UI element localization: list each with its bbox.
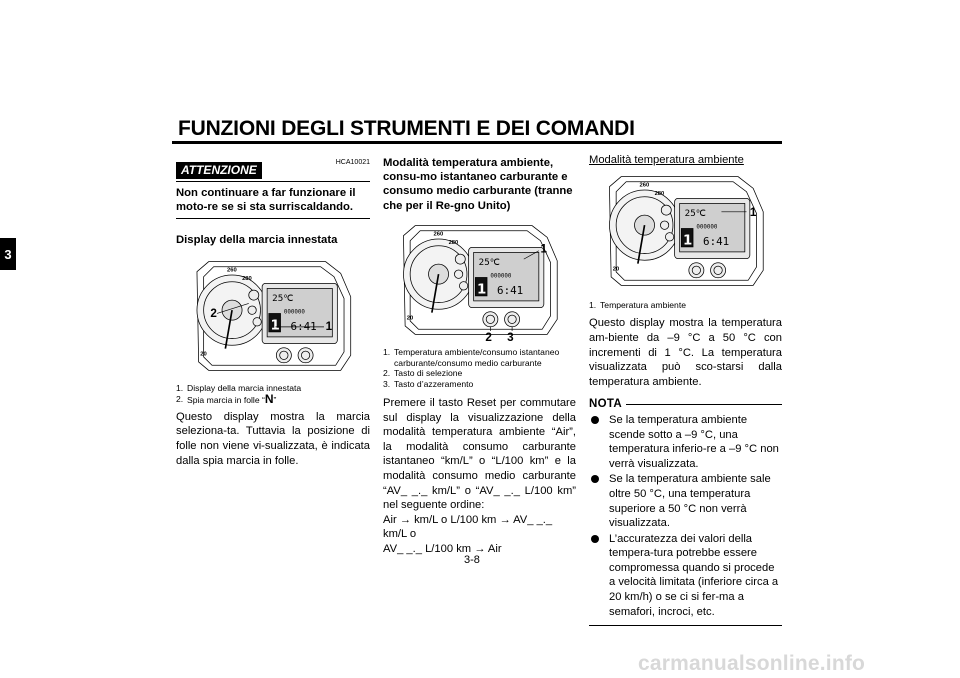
fig-label-2: 2	[210, 307, 217, 321]
subheading-ambient: Modalità temperatura ambiente	[589, 154, 744, 166]
watermark: carmanualsonline.info	[638, 652, 866, 675]
neutral-symbol: N	[264, 392, 274, 406]
lcd-temp: 25℃	[684, 207, 707, 219]
fig-label-2: 2	[485, 330, 492, 341]
nota-header	[589, 397, 782, 412]
column-1	[176, 156, 370, 468]
page-title: FUNZIONI DEGLI STRUMENTI E DEI COMANDI	[178, 117, 635, 140]
attention-end-rule	[176, 218, 370, 219]
fig-label-1: 1	[749, 205, 757, 219]
caption-2: Tasto di selezione	[394, 368, 463, 379]
lcd-temp: 25℃	[478, 256, 501, 268]
attention-code: HCA10021	[335, 159, 370, 166]
speed-260: 260	[227, 267, 237, 274]
lcd-clock: 6:41	[497, 284, 524, 298]
lcd-gear: 1	[476, 282, 487, 298]
speed-20: 20	[612, 265, 620, 272]
speed-280: 280	[654, 190, 665, 197]
dashboard-figure-gear	[176, 255, 370, 377]
attention-text: Non continuare a far funzionare il moto-re se si sta surriscaldando.	[176, 186, 356, 213]
body-ambient: Questo display mostra la temperatura am-biente da –9 °C a 50 °C con incrementi di 1 °C. La temperatura visualizzata può sco-starsi dalla temperatura ambiente.	[589, 317, 782, 388]
speed-260: 260	[433, 231, 444, 238]
header-rule	[172, 141, 782, 144]
section-title-modes: Modalità temperatura ambiente, consu-mo istantaneo carburante e consumo medio carburante (tranne che per il Re-gno Unito)	[383, 157, 573, 212]
nota-label: NOTA	[589, 398, 622, 411]
speed-280: 280	[448, 239, 459, 246]
caption-list-ambient: 1. Temperatura ambiente	[589, 299, 686, 310]
fig-label-1: 1	[325, 320, 333, 334]
chapter-tab: 3	[0, 238, 16, 270]
lcd-clock: 6:41	[290, 320, 317, 334]
lcd-odo: 000000	[283, 309, 305, 316]
nota-end-rule	[589, 625, 782, 626]
lcd-odo: 000000	[696, 224, 718, 231]
body-gear: Questo display mostra la marcia seleziona-ta. Tuttavia la posizione di folle non viene vi-sualizzata, è indicata dalla spia marcia in folle.	[176, 410, 370, 467]
nota-bullet: Se la temperatura ambiente sale oltre 50 °C, una temperatura superiore a 50 °C non verrà visualizzata.	[589, 472, 782, 530]
sequence-line-1: Air → km/L o L/100 km → AV_ _._ km/L o	[383, 513, 553, 541]
nota-rule	[626, 404, 782, 405]
speed-20: 20	[406, 315, 414, 322]
caption-1: Temperatura ambiente	[600, 299, 686, 310]
nota-bullet: Se la temperatura ambiente scende sotto a –9 °C, una temperatura inferio-re a –9 °C non verrà visualizzata.	[589, 413, 782, 471]
bullet-dot-icon	[591, 416, 599, 424]
fig-label-1: 1	[540, 242, 548, 256]
dashboard-figure-ambient	[589, 170, 782, 292]
column-3	[589, 153, 782, 626]
attention-label: ATTENZIONE	[176, 162, 262, 179]
column-2	[383, 156, 576, 557]
bullet-dot-icon	[591, 475, 599, 483]
caption-1: Display della marcia innestata	[187, 383, 302, 394]
body-modes: Premere il tasto Reset per commutare sul display la visualizzazione della modalità temperatura ambiente “Air”, la modalità consumo carburante istantaneo “km/L” o “L/100 km” e la modalità consumo medio carburante “AV_ _._ km/L” o “AV_ _._ L/100 km” nel seguente ordine:	[383, 397, 576, 512]
caption-1: Temperatura ambiente/consumo istantaneo carburante/consumo medio carburante	[394, 346, 560, 368]
nota-bullet: L’accuratezza dei valori della tempera-tura potrebbe essere compromessa quando si procede a velocità limitata (inferiore circa a 20 km/h) o se ci si fer-ma a semafori, incroci, etc.	[589, 532, 782, 620]
sequence-line-2: AV_ _._ L/100 km → Air	[383, 542, 502, 555]
lcd-odo: 000000	[490, 273, 512, 280]
fig-label-3: 3	[507, 330, 514, 341]
speed-260: 260	[639, 182, 650, 189]
caption-list-gear: 1. Display della marcia innestata 2. Spia marcia in folle “N”	[176, 383, 302, 406]
lcd-gear: 1	[682, 232, 693, 248]
speed-20: 20	[200, 351, 207, 358]
attention-header	[176, 156, 370, 179]
section-title-gear: Display della marcia innestata	[176, 234, 338, 246]
speed-280: 280	[242, 276, 252, 283]
page-number: 3-8	[464, 554, 480, 566]
lcd-clock: 6:41	[703, 234, 730, 248]
caption-list-modes: 1. Temperatura ambiente/consumo istantaneo carburante/consumo medio carburante 2. Tasto di selezione 3. Tasto d’azzeramento	[383, 347, 576, 390]
lcd-gear: 1	[270, 318, 280, 334]
bullet-dot-icon	[591, 535, 599, 543]
lcd-temp: 25℃	[272, 293, 294, 305]
dashboard-figure-modes	[383, 219, 576, 341]
caption-3: Tasto d’azzeramento	[394, 379, 474, 390]
attention-rule	[176, 181, 370, 182]
caption-2: Spia marcia in folle “N”	[187, 392, 277, 406]
